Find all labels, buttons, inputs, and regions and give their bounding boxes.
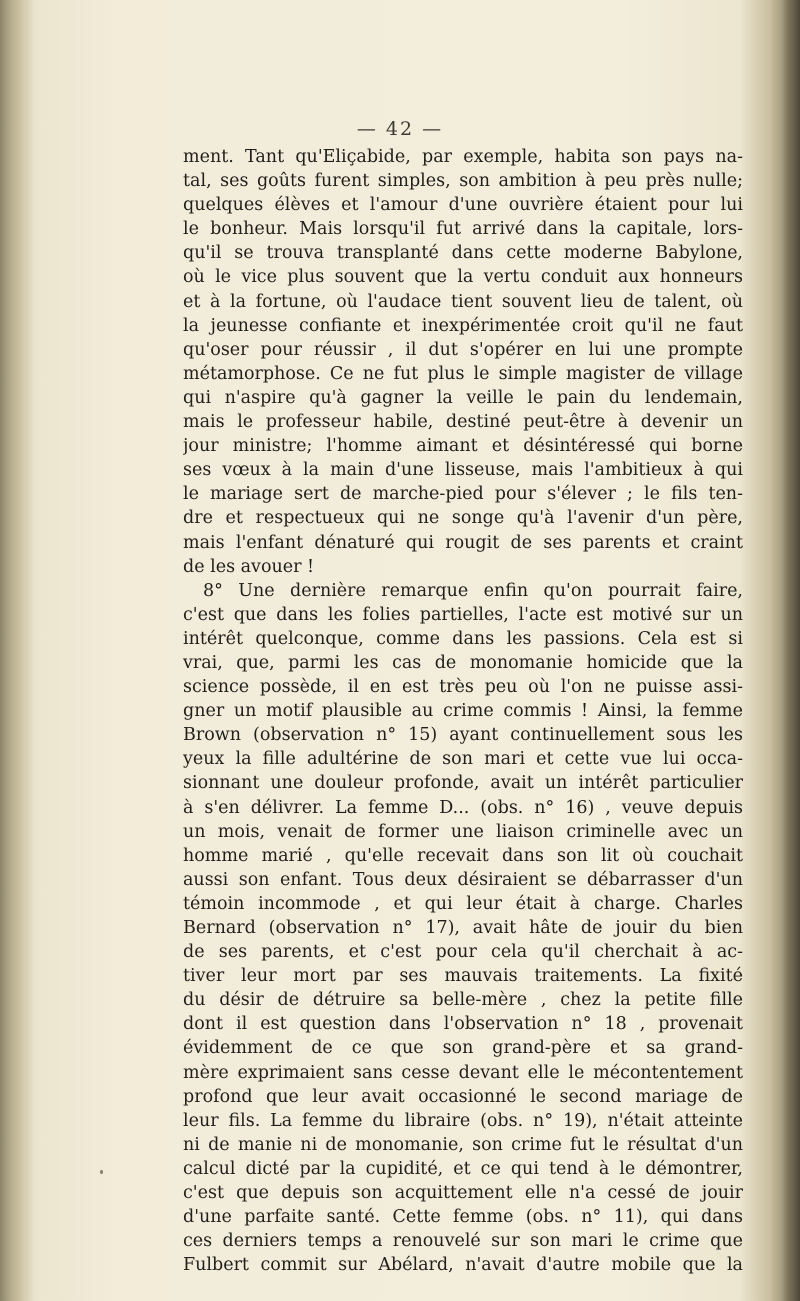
text-line: vrai, que, parmi les cas de monomanie homicide que la <box>183 652 743 673</box>
text-line: le bonheur. Mais lorsqu'il fut arrivé dans la capitale, lors- <box>183 219 743 240</box>
text-line: dont il est question dans l'observation n° 18 , provenait <box>183 1014 743 1035</box>
text-line: calcul dicté par la cupidité, et ce qui tend à le démontrer, <box>183 1158 743 1179</box>
text-line: leur fils. La femme du libraire (obs. n° 19), n'était atteinte <box>183 1110 743 1131</box>
text-line: un mois, venait de former une liaison criminelle avec un <box>183 821 743 842</box>
text-line: jour ministre; l'homme aimant et désintéressé qui borne <box>183 436 743 457</box>
paragraph-start-line: 8° Une dernière remarque enfin qu'on pourrait faire, <box>203 580 743 601</box>
text-line: c'est que depuis son acquittement elle n'a cessé de jouir <box>183 1183 743 1204</box>
text-line: du désir de détruire sa belle-mère , chez la petite fille <box>183 990 743 1011</box>
text-line: intérêt quelconque, comme dans les passions. Cela est si <box>183 628 743 649</box>
text-line: témoin incommode , et qui leur était à charge. Charles <box>183 893 743 914</box>
body-text <box>183 145 743 1277</box>
text-line: à s'en délivrer. La femme D... (obs. n° 16) , veuve depuis <box>183 797 743 818</box>
text-line: de ses parents, et c'est pour cela qu'il cherchait à ac- <box>183 942 743 963</box>
text-line: profond que leur avait occasionné le second mariage de <box>183 1086 743 1107</box>
text-line: qu'oser pour réussir , il dut s'opérer en lui une prompte <box>183 339 743 360</box>
text-line: le mariage sert de marche-pied pour s'élever ; le fils ten- <box>183 484 743 505</box>
text-line: dre et respectueux qui ne songe qu'à l'avenir d'un père, <box>183 508 743 529</box>
text-line: ses vœux à la main d'une lisseuse, mais l'ambitieux à qui <box>183 460 743 481</box>
text-line: tal, ses goûts furent simples, son ambition à peu près nulle; <box>183 171 743 192</box>
text-line: homme marié , qu'elle recevait dans son lit où couchait <box>183 845 743 866</box>
binding-shadow <box>0 0 34 1301</box>
text-line: la jeunesse confiante et inexpérimentée croit qu'il ne faut <box>183 315 743 336</box>
text-line: yeux la fille adultérine de son mari et cette vue lui occa- <box>183 749 743 770</box>
text-line: évidemment de ce que son grand-père et sa grand- <box>183 1038 743 1059</box>
text-line: c'est que dans les folies partielles, l'acte est motivé sur un <box>183 604 743 625</box>
text-line: qu'il se trouva transplanté dans cette moderne Babylone, <box>183 243 743 264</box>
paragraph-end-line: de les avouer ! <box>183 556 315 577</box>
text-line: aussi son enfant. Tous deux désiraient se débarrasser d'un <box>183 869 743 890</box>
text-line: gner un motif plausible au crime commis ! Ainsi, la femme <box>183 701 743 722</box>
text-line: Bernard (observation n° 17), avait hâte de jouir du bien <box>183 918 743 938</box>
text-line: sionnant une douleur profonde, avait un intérêt particulier <box>183 773 743 794</box>
text-line: tiver leur mort par ses mauvais traitements. La fixité <box>183 966 743 987</box>
text-line: Brown (observation n° 15) ayant continuellement sous les <box>183 725 743 746</box>
text-line: ni de manie ni de monomanie, son crime fut le résultat d'un <box>183 1134 743 1155</box>
text-line: mère exprimaient sans cesse devant elle le mécontentement <box>183 1062 743 1083</box>
page-edge <box>782 0 800 1301</box>
text-line: mais l'enfant dénaturé qui rougit de ses parents et craint <box>183 532 743 553</box>
text-line: et à la fortune, où l'audace tient souvent lieu de talent, où <box>183 291 743 312</box>
text-line: quelques élèves et l'amour d'une ouvrière étaient pour lui <box>183 195 743 216</box>
text-line: où le vice plus souvent que la vertu conduit aux honneurs <box>183 267 743 288</box>
text-line: ment. Tant qu'Eliçabide, par exemple, habita son pays na- <box>183 147 743 167</box>
text-line: ces derniers temps a renouvelé sur son mari le crime que <box>183 1231 743 1252</box>
page-number: — 42 — <box>356 118 444 140</box>
scan-speck <box>100 1170 103 1174</box>
text-line: science possède, il en est très peu où l'on ne puisse assi- <box>183 677 743 698</box>
text-line: mais le professeur habile, destiné peut-être à devenir un <box>183 412 743 433</box>
text-line: Fulbert commit sur Abélard, n'avait d'autre mobile que la <box>183 1255 743 1276</box>
text-line: métamorphose. Ce ne fut plus le simple magister de village <box>183 363 743 384</box>
text-line: qui n'aspire qu'à gagner la veille le pain du lendemain, <box>183 387 743 408</box>
text-line: d'une parfaite santé. Cette femme (obs. n° 11), qui dans <box>183 1207 743 1228</box>
